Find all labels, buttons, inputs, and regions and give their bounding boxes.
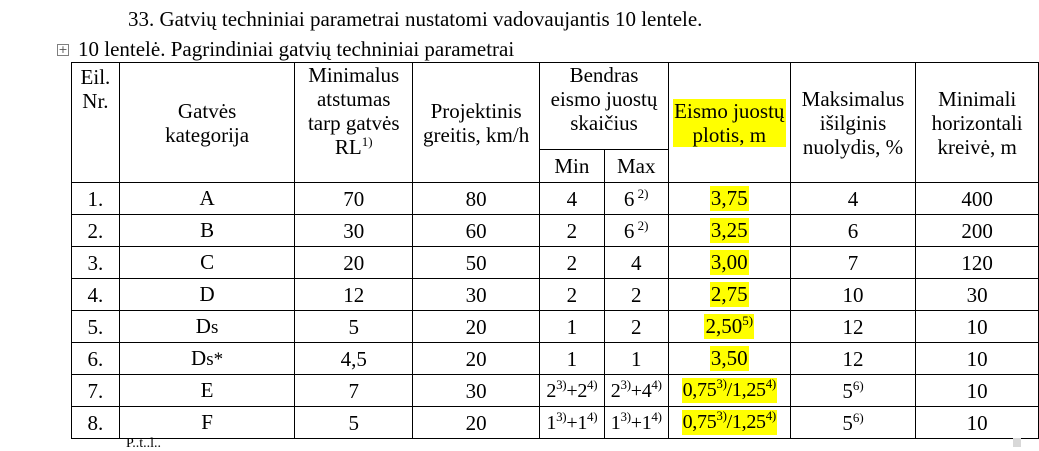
slope-cell: 4 [790, 183, 916, 215]
lanes-min-cell: $1^{3)}+1^{4)}$ [540, 407, 604, 439]
speed-cell: 20 [413, 311, 540, 343]
header-distance: Minimalus atstumas tarp gatvės RL$^{1)}$ [295, 63, 413, 183]
lanes-max-cell: 1 [604, 343, 668, 375]
lanes-min-cell: 4 [540, 183, 604, 215]
slope-cell: 12 [790, 343, 916, 375]
lanes-min-cell: 1 [540, 343, 604, 375]
row-number: 4. [72, 279, 120, 311]
table-row [72, 247, 1039, 279]
lanes-max-cell: 6 $^{2)}$ [604, 183, 668, 215]
lanes-min-cell: 2 [540, 279, 604, 311]
move-handle-icon[interactable]: + [58, 43, 68, 56]
curve-cell: 10 [916, 375, 1039, 407]
header-lanes: Bendras eismo juostų skaičius [540, 63, 669, 150]
slope-cell: 7 [790, 247, 916, 279]
row-number: 2. [72, 215, 120, 247]
scrollbar-corner[interactable] [1013, 438, 1021, 447]
curve-cell: 120 [916, 247, 1039, 279]
table-row [72, 183, 1039, 215]
lane-width-cell: 2,50$^{5)}$ [668, 311, 790, 343]
category-cell: B [119, 215, 295, 247]
curve-cell: 200 [916, 215, 1039, 247]
distance-cell: 30 [295, 215, 413, 247]
lanes-min-cell: 2 [540, 215, 604, 247]
lane-width-cell: 2,75 [668, 279, 790, 311]
row-number: 8. [72, 407, 120, 439]
slope-cell: 5$^{6)}$ [790, 407, 916, 439]
curve-cell: 30 [916, 279, 1039, 311]
slope-cell: 10 [790, 279, 916, 311]
speed-cell: 60 [413, 215, 540, 247]
header-speed: Projektinis greitis, km/h [413, 63, 540, 183]
curve-cell: 10 [916, 311, 1039, 343]
section-heading: 33. Gatvių techniniai parametrai nustatomi vadovaujantis 10 lentele. [128, 7, 703, 31]
speed-cell: 30 [413, 279, 540, 311]
category-cell: E [119, 375, 295, 407]
distance-cell: 20 [295, 247, 413, 279]
slope-cell: 6 [790, 215, 916, 247]
header-lanes-max: Max [604, 150, 668, 183]
row-number: 5. [72, 311, 120, 343]
header-lanes-min: Min [540, 150, 604, 183]
speed-cell: 20 [413, 407, 540, 439]
lanes-max-cell: $1^{3)}+1^{4)}$ [604, 407, 668, 439]
distance-cell: 5 [295, 407, 413, 439]
category-cell: A [119, 183, 295, 215]
table-caption: 10 lentelė. Pagrindiniai gatvių techniniai parametrai [78, 37, 515, 61]
speed-cell: 30 [413, 375, 540, 407]
table-row [72, 407, 1039, 439]
lanes-max-cell: 2 [604, 311, 668, 343]
lanes-min-cell: 1 [540, 311, 604, 343]
table-row [72, 279, 1039, 311]
header-slope: Maksimalus išilginis nuolydis, % [790, 63, 916, 183]
category-cell: F [119, 407, 295, 439]
row-number: 1. [72, 183, 120, 215]
lane-width-cell: 0,75$^{3)}$/1,25$^{4)}$ [668, 375, 790, 407]
category-cell: D [119, 279, 295, 311]
curve-cell: 10 [916, 407, 1039, 439]
header-category: Gatvės kategorija [119, 63, 295, 183]
lane-width-cell: 3,00 [668, 247, 790, 279]
lane-width-cell: 0,75$^{3)}$/1,25$^{4)}$ [668, 407, 790, 439]
slope-cell: 5$^{6)}$ [790, 375, 916, 407]
speed-cell: 20 [413, 343, 540, 375]
header-eil-nr: Eil. Nr. [72, 63, 120, 183]
distance-cell: 4,5 [295, 343, 413, 375]
lanes-max-cell: 2 [604, 279, 668, 311]
table-row [72, 311, 1039, 343]
curve-cell: 400 [916, 183, 1039, 215]
distance-cell: 5 [295, 311, 413, 343]
distance-cell: 7 [295, 375, 413, 407]
category-cell: C [119, 247, 295, 279]
lanes-max-cell: 4 [604, 247, 668, 279]
table-row [72, 215, 1039, 247]
speed-cell: 80 [413, 183, 540, 215]
lane-width-cell: 3,75 [668, 183, 790, 215]
footer-text-fragment: P..t..l.. [126, 436, 162, 451]
lanes-max-cell: 6 $^{2)}$ [604, 215, 668, 247]
curve-cell: 10 [916, 343, 1039, 375]
lane-width-cell: 3,25 [668, 215, 790, 247]
row-number: 7. [72, 375, 120, 407]
row-number: 6. [72, 343, 120, 375]
table-row [72, 343, 1039, 375]
header-curve: Minimali horizontali kreivė, m [916, 63, 1039, 183]
lane-width-cell: 3,50 [668, 343, 790, 375]
row-number: 3. [72, 247, 120, 279]
lanes-max-cell: $2^{3)}+4^{4)}$ [604, 375, 668, 407]
category-cell: Ds [119, 311, 295, 343]
distance-cell: 70 [295, 183, 413, 215]
category-cell: Ds* [119, 343, 295, 375]
lanes-min-cell: $2^{3)}+2^{4)}$ [540, 375, 604, 407]
parameters-table [71, 62, 1039, 439]
distance-cell: 12 [295, 279, 413, 311]
speed-cell: 50 [413, 247, 540, 279]
lanes-min-cell: 2 [540, 247, 604, 279]
header-lane-width: Eismo juostų plotis, m [668, 63, 790, 183]
table-row [72, 375, 1039, 407]
slope-cell: 12 [790, 311, 916, 343]
